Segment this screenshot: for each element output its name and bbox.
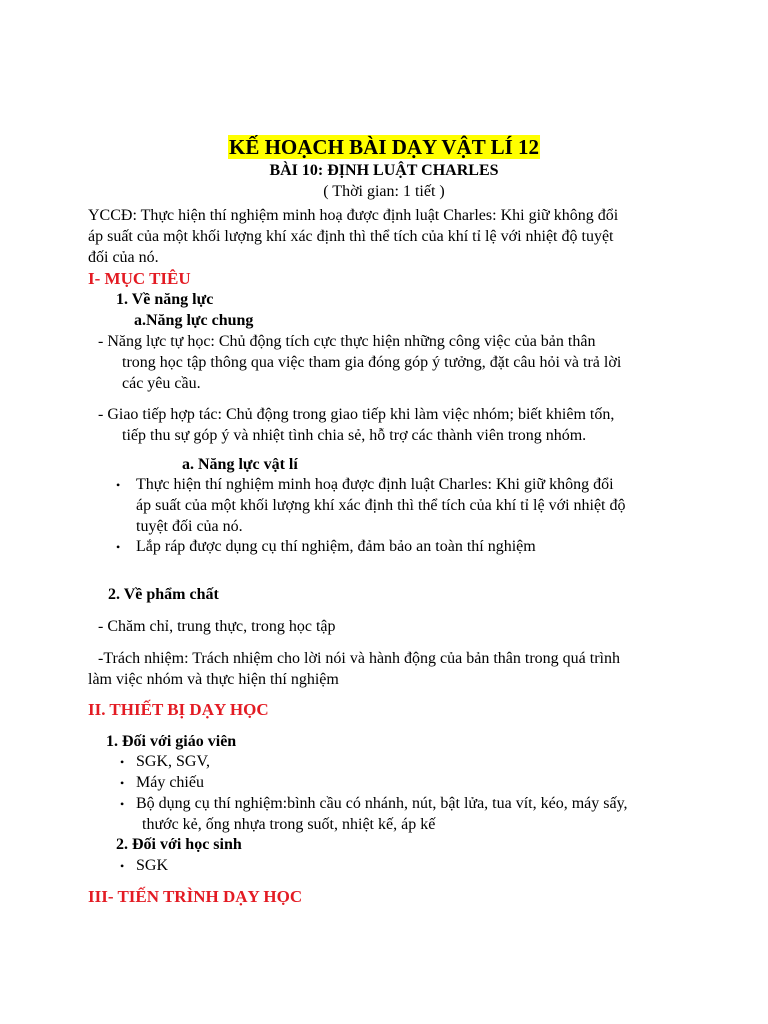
yccd-line-1: YCCĐ: Thực hiện thí nghiệm minh hoạ được định luật Charles: Khi giữ không đổi — [88, 207, 619, 224]
cooperation-line-1: - Giao tiếp hợp tác: Chủ động trong giao tiếp khi làm việc nhóm; biết khiêm tốn, — [98, 406, 615, 423]
lesson-duration: ( Thời gian: 1 tiết ) — [323, 183, 445, 200]
section-process-heading: III- TIẾN TRÌNH DẠY HỌC — [88, 887, 303, 906]
responsibility-line-1: -Trách nhiệm: Trách nhiệm cho lời nói và hành động của bản thân trong quá trình — [98, 650, 620, 667]
teacher-item-2: Máy chiếu — [136, 774, 204, 791]
physics-item-2: Lắp ráp được dụng cụ thí nghiệm, đảm bảo an toàn thí nghiệm — [136, 538, 536, 555]
competency-heading: 1. Về năng lực — [116, 291, 214, 308]
bullet-icon: • — [120, 776, 125, 790]
self-study-line-2: trong học tập thông qua việc tham gia đóng góp ý tưởng, đặt câu hỏi và trả lời — [122, 354, 622, 371]
bullet-icon: • — [116, 478, 121, 492]
physics-competency-heading: a. Năng lực vật lí — [182, 456, 298, 473]
responsibility-line-2: làm việc nhóm và thực hiện thí nghiệm — [88, 671, 339, 688]
yccd-line-3: đối của nó. — [88, 249, 159, 266]
cooperation-line-2: tiếp thu sự góp ý và nhiệt tình chia sẻ, hỗ trợ các thành viên trong nhóm. — [122, 427, 587, 444]
bullet-icon: • — [120, 755, 125, 769]
diligence-line: - Chăm chỉ, trung thực, trong học tập — [98, 618, 336, 635]
self-study-line-3: các yêu cầu. — [122, 375, 201, 392]
physics-item-1-line-1: Thực hiện thí nghiệm minh hoạ được định luật Charles: Khi giữ không đổi — [136, 476, 614, 493]
physics-item-1-line-2: áp suất của một khối lượng khí xác định thì thể tích của khí tỉ lệ với nhiệt độ — [136, 497, 626, 514]
document-title: KẾ HOẠCH BÀI DẠY VẬT LÍ 12 — [229, 135, 539, 159]
section-objectives-heading: I- MỤC TIÊU — [88, 269, 191, 288]
teacher-item-3-line-1: Bộ dụng cụ thí nghiệm:bình cầu có nhánh, nút, bật lửa, tua vít, kéo, máy sấy, — [136, 795, 628, 812]
yccd-line-2: áp suất của một khối lượng khí xác định thì thể tích của khí tỉ lệ với nhiệt độ tuyệt — [88, 228, 614, 245]
bullet-icon: • — [116, 540, 121, 554]
general-competency-heading: a.Năng lực chung — [134, 312, 254, 329]
teacher-item-1: SGK, SGV, — [136, 753, 210, 770]
self-study-line-1: - Năng lực tự học: Chủ động tích cực thực hiện những công việc của bản thân — [98, 333, 596, 350]
lesson-title: BÀI 10: ĐỊNH LUẬT CHARLES — [269, 162, 499, 179]
student-item-1: SGK — [136, 857, 169, 874]
student-heading: 2. Đối với học sinh — [116, 836, 242, 853]
qualities-heading: 2. Về phẩm chất — [108, 586, 219, 603]
section-equipment-heading: II. THIẾT BỊ DẠY HỌC — [88, 700, 269, 719]
bullet-icon: • — [120, 797, 125, 811]
physics-item-1-line-3: tuyệt đối của nó. — [136, 518, 243, 535]
teacher-heading: 1. Đối với giáo viên — [106, 733, 237, 750]
bullet-icon: • — [120, 859, 125, 873]
teacher-item-3-line-2: thước kẻ, ống nhựa trong suốt, nhiệt kế, áp kế — [142, 816, 436, 833]
